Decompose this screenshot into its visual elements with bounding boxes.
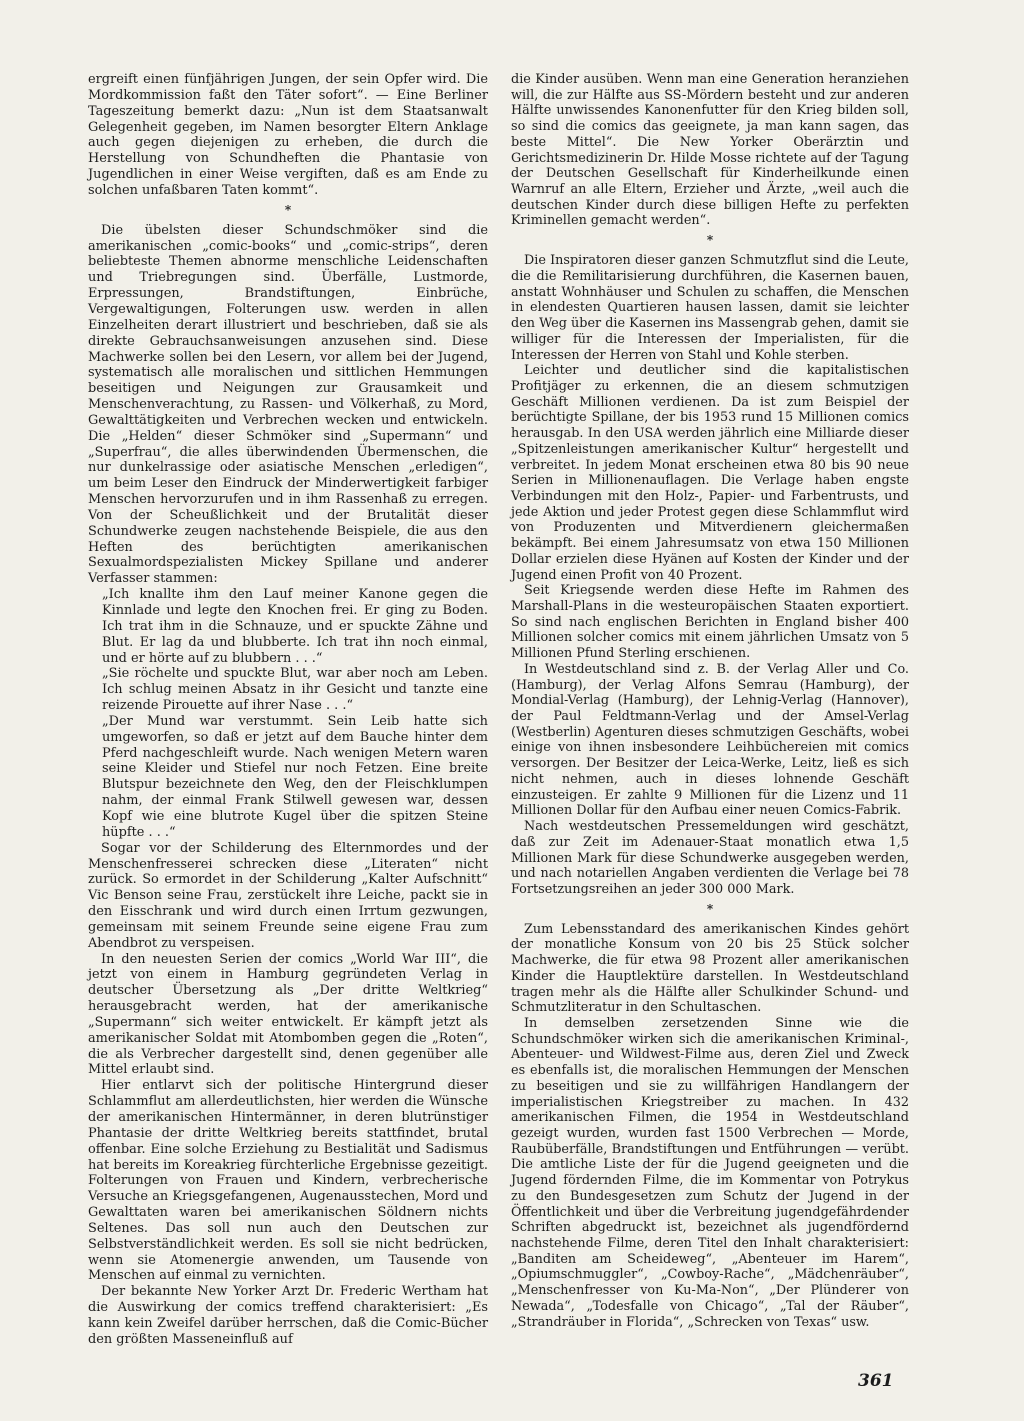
paragraph: Der bekannte New Yorker Arzt Dr. Frederic Wertham hat die Auswirkung der comics treffend charakterisiert: „Es kann kein Zweifel darüber herrschen, daß die Comic-Bücher den größten Masseneinfluß auf <box>88 1284 488 1347</box>
paragraph: Die übelsten dieser Schundschmöker sind die amerikanischen „comic-books“ und „comic-strips“, deren beliebteste Themen abnorme menschliche Leidenschaften und Triebregungen sind. Überfälle, Lustmorde, Erpressungen, Brandstiftungen, Einbrüche, Vergewaltigungen, Folterungen usw. werden in allen Einzelheiten derart illustriert und beschrieben, daß sie als direkte Gebrauchsanweisungen anzusehen sind. Diese Machwerke sollen bei den Lesern, vor allem bei der Jugend, systematisch alle moralischen und sittlichen Hemmungen beseitigen und Neigungen zur Grausamkeit und Menschenverachtung, zu Rassen- und Völkerhaß, zu Mord, Gewalttätigkeiten und Verbrechen wecken und entwickeln. Die „Helden“ dieser Schmöker sind „Supermann“ und „Superfrau“, die alles überwindenden Übermenschen, die nur dunkelrassige oder asiatische Menschen „erledigen“, um beim Leser den Eindruck der Minderwertigkeit farbiger Menschen hervorzurufen und in ihm Rassenhaß zu erregen. Von der Scheußlichkeit und der Brutalität dieser Schundwerke zeugen nachstehende Beispiele, die aus den Heften des berüchtigten amerikanischen Sexualmordspezialisten Mickey Spillane und anderer Verfasser stammen: <box>88 222 488 587</box>
paragraph: Hier entlarvt sich der politische Hintergrund dieser Schlammflut am allerdeutlichsten, hier werden die Wünsche der amerikanischen Hintermänner, in deren blutrünstiger Phantasie der dritte Weltkrieg bereits stattfindet, brutal offenbar. Eine solche Erziehung zu Bestialität und Sadismus hat bereits im Koreakrieg fürchterliche Ergebnisse gezeitigt. Folterungen von Frauen und Kindern, verbrecherische Versuche an Kriegsgefangenen, Augenausstechen, Mord und Gewalttaten waren bei amerikanischen Söldnern nichts Seltenes. Das soll nun auch den Deutschen zur Selbstverständlichkeit werden. Es soll sie nicht bedrücken, wenn sie Atomenergie anwenden, um Tausende von Menschen auf einmal zu vernichten. <box>88 1078 488 1284</box>
section-separator: * <box>284 202 292 217</box>
quote-paragraph: „Der Mund war verstummt. Sein Leib hatte sich umgeworfen, so daß er jetzt auf dem Bauche hinter dem Pferd nachgeschleift wurde. Nach wenigen Metern waren seine Kleider und Stiefel nur noch Fetzen. Eine breite Blutspur bezeichnete den Weg, den der Fleischklumpen nahm, der einmal Frank Stilwell gewesen war, dessen Kopf wie eine blutrote Kugel über die spitzen Steine hüpfte . . .“ <box>102 713 488 840</box>
right-column <box>511 72 909 1330</box>
section-separator: * <box>706 901 714 916</box>
paragraph: Seit Kriegsende werden diese Hefte im Rahmen des Marshall-Plans in die westeuropäischen Staaten exportiert. So sind nach englischen Berichten in England bisher 400 Millionen solcher comics mit einem jährlichen Umsatz von 5 Millionen Pfund Sterling erschienen. <box>511 583 909 662</box>
paragraph: die Kinder ausüben. Wenn man eine Generation heranziehen will, die zur Hälfte aus SS-Mördern besteht und zur anderen Hälfte unwissendes Kanonenfutter für den Krieg bilden soll, so sind die comics das geeignete, ja man kann sagen, das beste Mittel“. Die New Yorker Oberärztin und Gerichtsmedizinerin Dr. Hilde Mosse richtete auf der Tagung der Deutschen Gesellschaft für Kinderheilkunde einen Warnruf an alle Eltern, Erzieher und Ärzte, „weil auch die deutschen Kinder durch diese billigen Hefte zu perfekten Kriminellen gemacht werden“. <box>511 72 909 229</box>
paragraph: In den neuesten Serien der comics „World War III“, die jetzt von einem in Hamburg gegründeten Verlag in deutscher Übersetzung als „Der dritte Weltkrieg“ herausgebracht werden, hat der amerikanische „Supermann“ sich weiter entwickelt. Er kämpft jetzt als amerikanischer Soldat mit Atombomben gegen die „Roten“, die als Verbrecher dargestellt sind, denen gegenüber alle Mittel erlaubt sind. <box>88 951 488 1078</box>
left-column <box>88 72 488 1348</box>
paragraph: In demselben zersetzenden Sinne wie die Schundschmöker wirken sich die amerikanischen Kriminal-, Abenteuer- und Wildwest-Filme aus, deren Ziel und Zweck es ebenfalls ist, die moralischen Hemmungen der Menschen zu beseitigen und sie zu willfährigen Handlangern der imperialistischen Kriegstreiber zu machen. In 432 amerikanischen Filmen, die 1954 in Westdeutschland gezeigt wurden, wurden fast 1500 Verbrechen — Morde, Raubüberfälle, Brandstiftungen und Entführungen — verübt. Die amtliche Liste der für die Jugend geeigneten und die Jugend fördernden Filme, die im Kommentar von Potrykus zu den Bundesgesetzen zum Schutz der Jugend in der Öffentlichkeit und über die Verbreitung jugendgefährdender Schriften abgedruckt ist, bezeichnet als jugendfördernd nachstehende Filme, deren Titel den Inhalt charakterisiert: „Banditen am Scheideweg“, „Abenteuer im Harem“, „Opiumschmuggler“, „Cowboy-Rache“, „Mädchenräuber“, „Menschenfresser von Ku-Ma-Non“, „Der Plünderer von Newada“, „Todesfalle von Chicago“, „Tal der Räuber“, „Strandräuber in Florida“, „Schrecken von Texas“ usw. <box>511 1015 909 1330</box>
paragraph: ergreift einen fünfjährigen Jungen, der sein Opfer wird. Die Mordkommission faßt den Täter sofort“. — Eine Berliner Tageszeitung bemerkt dazu: „Nun ist dem Staatsanwalt Gelegenheit gegeben, im Namen besorgter Eltern Anklage auch gegen diejenigen zu erheben, die durch die Herstellung von Schundheften die Phantasie von Jugendlichen in einer Weise vergiften, daß es am Ende zu solchen unfaßbaren Taten kommt“. <box>88 72 488 198</box>
paragraph: Leichter und deutlicher sind die kapitalistischen Profitjäger zu erkennen, die an diesem schmutzigen Geschäft Millionen verdienen. Da ist zum Beispiel der berüchtigte Spillane, der bis 1953 rund 15 Millionen comics herausgab. In den USA werden jährlich eine Milliarde dieser „Spitzenleistungen amerikanischer Kultur“ hergestellt und verbreitet. In jedem Monat erscheinen etwa 80 bis 90 neue Serien in Millionenauflagen. Die Verlage haben engste Verbindungen mit den Holz-, Papier- und Farbentrusts, und jede Aktion und jeder Protest gegen diese Schlammflut wird von Produzenten und Mitverdienern gleichermaßen bekämpft. Bei einem Jahresumsatz von etwa 150 Millionen Dollar erzielen diese Hyänen auf Kosten der Kinder und der Jugend einen Profit von 40 Prozent. <box>511 363 909 583</box>
paragraph: Die Inspiratoren dieser ganzen Schmutzflut sind die Leute, die die Remilitarisierung durchführen, die Kasernen bauen, anstatt Wohnhäuser und Schulen zu schaffen, die Menschen in elendesten Quartieren hausen lassen, damit sie leichter den Weg über die Kasernen ins Massengrab gehen, damit sie williger für die Interessen der Imperialisten, für die Interessen der Herren von Stahl und Kohle sterben. <box>511 253 910 363</box>
paragraph: Nach westdeutschen Pressemeldungen wird geschätzt, daß zur Zeit im Adenauer-Staat monatlich etwa 1,5 Millionen Mark für diese Schundwerke ausgegeben werden, und nach notariellen Angaben verdienten die Verlage bei 78 Fortsetzungsreihen an jeder 300 000 Mark. <box>511 819 909 897</box>
quote-paragraph: „Ich knallte ihm den Lauf meiner Kanone gegen die Kinnlade und legte den Knochen frei. Er ging zu Boden. Ich trat ihm in die Schnauze, und er spuckte Zähne und Blut. Er lag da und blubberte. Ich trat ihn noch einmal, und er hörte auf zu blubbern . . .“ <box>102 587 488 666</box>
paragraph: Zum Lebensstandard des amerikanischen Kindes gehört der monatliche Konsum von 20 bis 25 Stück solcher Machwerke, die für etwa 98 Prozent aller amerikanischen Kinder die Hauptlektüre darstellen. In Westdeutschland tragen mehr als die Hälfte aller Schulkinder Schund- und Schmutzliteratur in den Schultaschen. <box>511 921 909 1016</box>
section-separator: * <box>706 233 714 248</box>
paragraph: In Westdeutschland sind z. B. der Verlag Aller und Co. (Hamburg), der Verlag Alfons Semrau (Hamburg), der Mondial-Verlag (Hamburg), der Lehnig-Verlag (Hannover), der Paul Feldtmann-Verlag und der Amsel-Verlag (Westberlin) Agenturen dieses schmutzigen Geschäfts, wobei einige von ihnen insbesondere Leihbüchereien mit comics versorgen. Der Besitzer der Leica-Werke, Leitz, ließ es sich nicht nehmen, auch in dieses lohnende Geschäft einzusteigen. Er zahlte 9 Millionen für die Lizenz und 11 Millionen Dollar für den Aufbau einer neuen Comics-Fabrik. <box>511 661 909 819</box>
page-number: 361 <box>858 1371 894 1391</box>
paragraph: Sogar vor der Schilderung des Elternmordes und der Menschenfresserei schrecken diese „Literaten“ nicht zurück. So ermordet in der Schilderung „Kalter Aufschnitt“ Vic Benson seine Frau, zerstückelt ihre Leiche, packt sie in den Eisschrank und wird durch einen Irrtum gezwungen, gemeinsam mit seinem Freunde seine eigene Frau zum Abendbrot zu verspeisen. <box>88 840 488 951</box>
quote-paragraph: „Sie röchelte und spuckte Blut, war aber noch am Leben. Ich schlug meinen Absatz in ihr Gesicht und tanzte eine reizende Pirouette auf ihrer Nase . . .“ <box>102 666 488 714</box>
